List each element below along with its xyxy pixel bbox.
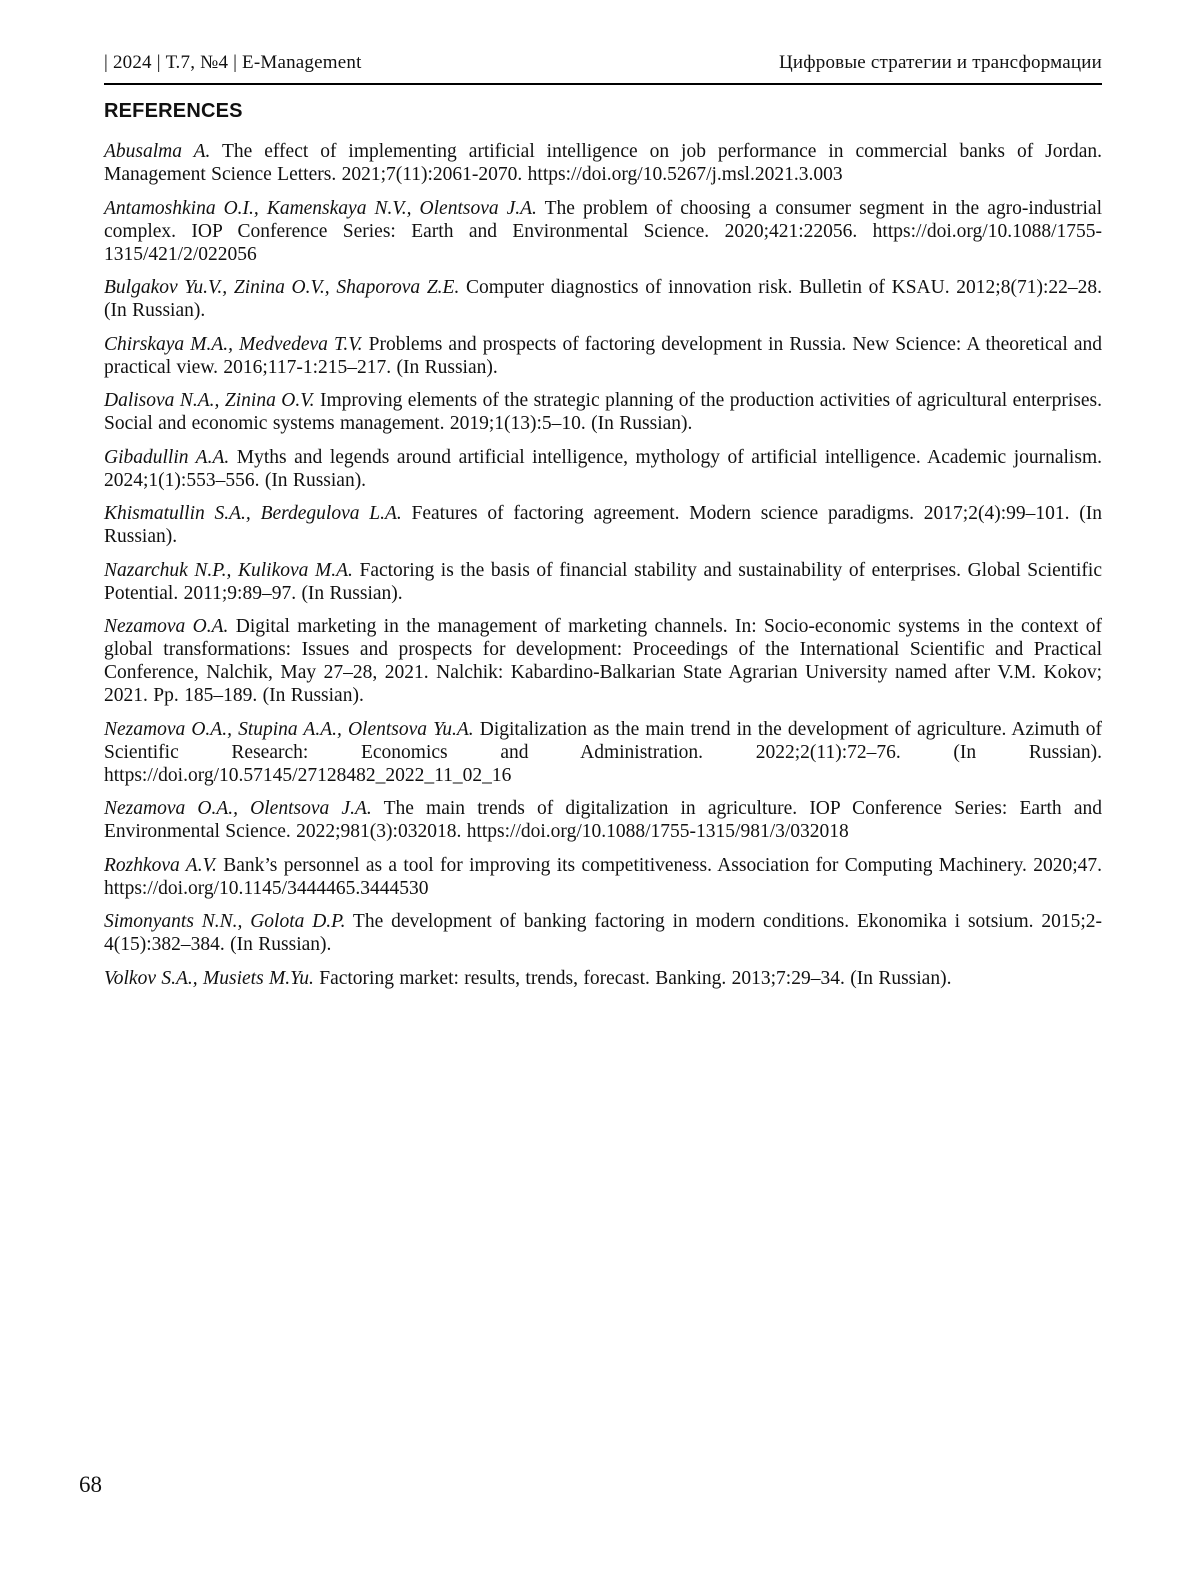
running-header [104,0,1102,74]
reference-authors: Simonyants N.N., Golota D.P. [104,911,346,932]
reference-authors: Dalisova N.A., Zinina O.V. [104,390,315,411]
reference-authors: Nezamova O.A. [104,616,229,637]
reference-entry [104,333,1102,379]
reference-entry [104,967,1102,990]
reference-authors: Antamoshkina O.I., Kamenskaya N.V., Olentsova J.A. [104,197,537,219]
reference-entry [104,615,1102,707]
reference-entry [104,389,1102,435]
reference-text: Digitalization as the main trend in the development of agriculture. Azimuth of Scientific Research: Economics and Administration. 2022;2(11):72–76. (In Russian). https://doi.org/10.57145/27128482_2022_11_02_16 [104,718,1102,786]
reference-entry [104,276,1102,322]
reference-entry [104,854,1102,900]
reference-text: The problem of choosing a consumer segment in the agro-industrial complex. IOP Conference Series: Earth and Environmental Science. 2020;421:22056. https://doi.org/10.1088/1755-1315/421/2/022056 [104,197,1102,265]
reference-authors: Nazarchuk N.P., Kulikova M.A. [104,559,353,581]
section-title: Цифровые стратегии и трансформации [778,52,1102,73]
reference-text: The development of banking factoring in modern conditions. Ekonomika i sotsium. 2015;2-4(15):382–384. (In Russian). [104,911,1102,955]
reference-text: Computer diagnostics of innovation risk. Bulletin of KSAU. 2012;8(71):22–28. (In Russian). [104,277,1103,321]
reference-authors: Abusalma A. [104,141,211,162]
reference-text: Factoring is the basis of financial stability and sustainability of enterprises. Global Scientific Potential. 2011;9:89–97. (In Russian). [104,559,1102,604]
reference-authors: Khismatullin S.A., Berdegulova L.A. [104,503,402,524]
reference-entry [104,718,1102,787]
reference-text: Features of factoring agreement. Modern science paradigms. 2017;2(4):99–101. (In Russian). [104,503,1102,547]
reference-text: Problems and prospects of factoring development in Russia. New Science: A theoretical and practical view. 2016;117-1:215–217. (In Russian). [104,333,1102,378]
reference-entry [104,559,1102,605]
reference-text: The effect of implementing artificial intelligence on job performance in commercial banks of Jordan. Management Science Letters. 2021;7(11):2061-2070. https://doi.org/10.5267/j.msl.2021.3.003 [104,141,1103,185]
reference-authors: Bulgakov Yu.V., Zinina O.V., Shaporova Z.E. [104,277,460,298]
reference-text: Factoring market: results, trends, forecast. Banking. 2013;7:29–34. (In Russian). [313,967,952,989]
reference-authors: Nezamova O.A., Olentsova J.A. [104,798,372,819]
reference-entry [104,797,1102,843]
reference-authors: Rozhkova A.V. [104,854,217,876]
reference-entry [104,502,1102,548]
references-heading: REFERENCES [104,100,243,122]
journal-issue-info: | 2024 | Т.7, №4 | E-Management [104,52,362,73]
reference-authors: Gibadullin A.A. [104,446,230,468]
reference-text: The main trends of digitalization in agriculture. IOP Conference Series: Earth and Environmental Science. 2022;981(3):032018. https://doi.org/10.1088/1755-1315/981/3/032018 [104,798,1102,842]
page-content [104,0,1102,1000]
reference-authors: Volkov S.A., Musiets M.Yu. [104,967,314,989]
reference-entry [104,910,1102,956]
reference-authors: Nezamova O.A., Stupina A.A., Olentsova Yu.A. [104,718,474,740]
reference-entry [104,197,1102,266]
reference-text: Digital marketing in the management of marketing channels. In: Socio-economic systems in the context of global transformations: Issues and prospects for development: Proceedings of the International Scientific and Practical Conference, Nalchik, May 27–28, 2021. Nalchik: Kabardino-Balkarian State Agrarian University named after V.M. Kokov; 2021. Pp. 185–189. (In Russian). [104,616,1102,706]
reference-text: Myths and legends around artificial intelligence, mythology of artificial intelligence. Academic journalism. 2024;1(1):553–556. (In Russian). [104,446,1102,491]
page-number: 68 [79,1472,102,1497]
reference-text: Improving elements of the strategic planning of the production activities of agricultural enterprises. Social and economic systems management. 2019;1(13):5–10. (In Russian). [104,390,1102,434]
reference-text: Bank’s personnel as a tool for improving its competitiveness. Association for Computing Machinery. 2020;47. https://doi.org/10.1145/3444465.3444530 [104,854,1102,899]
reference-entry [104,446,1102,492]
header-rule [104,83,1102,85]
reference-entry [104,140,1102,186]
reference-authors: Chirskaya M.A., Medvedeva T.V. [104,333,363,355]
